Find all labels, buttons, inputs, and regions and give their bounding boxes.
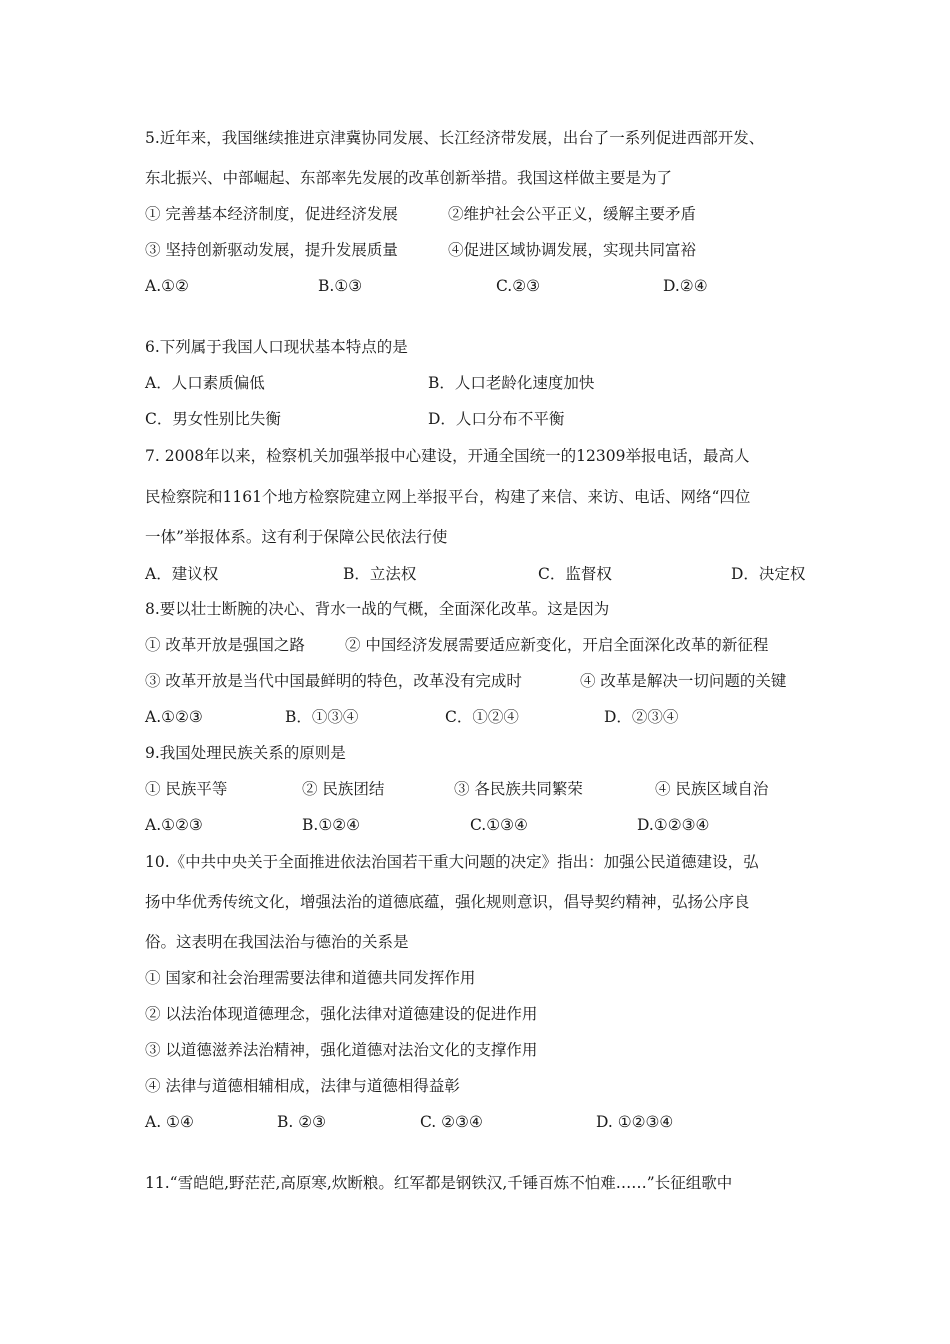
q7-stem-line-3: 一体”举报体系。这有利于保障公民依法行使: [145, 528, 448, 546]
q10-stem-line-1: 10.《中共中央关于全面推进依法治国若干重大问题的决定》指出：加强公民道德建设，弘: [145, 853, 759, 871]
q10-option-d: D. ①②③④: [596, 1113, 674, 1131]
q5-item-3: ③ 坚持创新驱动发展，提升发展质量: [145, 241, 398, 259]
q8-item-2: ② 中国经济发展需要适应新变化，开启全面深化改革的新征程: [345, 636, 769, 654]
q8-option-a: A.①②③: [145, 708, 203, 726]
q8-item-4: ④ 改革是解决一切问题的关键: [580, 672, 787, 690]
q7-option-a: A．建议权: [145, 565, 219, 583]
q8-item-3: ③ 改革开放是当代中国最鲜明的特色，改革没有完成时: [145, 672, 522, 690]
q10-stem-line-3: 俗。这表明在我国法治与德治的关系是: [145, 933, 409, 951]
q6-option-a: A．人口素质偏低: [145, 374, 265, 392]
q10-item-3: ③ 以道德滋养法治精神，强化道德对法治文化的支撑作用: [145, 1041, 538, 1059]
q5-option-b: B.①③: [318, 277, 363, 295]
q10-option-b: B. ②③: [277, 1113, 327, 1131]
q5-option-c: C.②③: [496, 277, 541, 295]
q10-option-c: C. ②③④: [420, 1113, 483, 1131]
q9-item-2: ② 民族团结: [302, 780, 385, 798]
q5-item-2: ②维护社会公平正义，缓解主要矛盾: [448, 205, 697, 223]
q10-stem-line-2: 扬中华优秀传统文化，增强法治的道德底蕴，强化规则意识，倡导契约精神，弘扬公序良: [145, 893, 750, 911]
q8-item-1: ① 改革开放是强国之路: [145, 636, 305, 654]
q7-stem-line-1: 7. 2008年以来，检察机关加强举报中心建设，开通全国统一的12309举报电话，最高人: [145, 447, 750, 465]
q10-item-2: ② 以法治体现道德理念，强化法律对道德建设的促进作用: [145, 1005, 538, 1023]
q5-option-a: A.①②: [145, 277, 189, 295]
q10-option-a: A. ①④: [145, 1113, 194, 1131]
q8-option-d: D．②③④: [604, 708, 679, 726]
q9-item-1: ① 民族平等: [145, 780, 228, 798]
q9-item-4: ④ 民族区域自治: [655, 780, 769, 798]
q8-option-c: C．①②④: [445, 708, 519, 726]
q9-option-a: A.①②③: [145, 816, 203, 834]
q8-option-b: B．①③④: [285, 708, 359, 726]
q9-option-c: C.①③④: [470, 816, 528, 834]
q6-option-b: B．人口老龄化速度加快: [428, 374, 595, 392]
q5-stem-line-2: 东北振兴、中部崛起、东部率先发展的改革创新举措。我国这样做主要是为了: [145, 169, 673, 187]
q9-item-3: ③ 各民族共同繁荣: [454, 780, 583, 798]
q7-option-c: C．监督权: [538, 565, 612, 583]
q10-item-4: ④ 法律与道德相辅相成，法律与道德相得益彰: [145, 1077, 460, 1095]
q5-stem-line-1: 5.近年来，我国继续推进京津冀协同发展、长江经济带发展，出台了一系列促进西部开发、: [145, 129, 765, 147]
q6-option-c: C．男女性别比失衡: [145, 410, 281, 428]
q7-stem-line-2: 民检察院和1161个地方检察院建立网上举报平台，构建了来信、来访、电话、网络“四位: [145, 488, 751, 506]
q9-option-d: D.①②③④: [637, 816, 710, 834]
q9-stem-line-1: 9.我国处理民族关系的原则是: [145, 744, 346, 762]
q8-stem-line-1: 8.要以壮士断腕的决心、背水一战的气概，全面深化改革。这是因为: [145, 600, 610, 618]
q7-option-b: B．立法权: [343, 565, 417, 583]
q5-item-1: ① 完善基本经济制度，促进经济发展: [145, 205, 398, 223]
q9-option-b: B.①②④: [302, 816, 361, 834]
q5-item-4: ④促进区域协调发展，实现共同富裕: [448, 241, 697, 259]
q7-option-d: D．决定权: [731, 565, 806, 583]
q6-stem-line-1: 6.下列属于我国人口现状基本特点的是: [145, 338, 408, 356]
q6-option-d: D．人口分布不平衡: [428, 410, 565, 428]
q11-stem-line-1: 11.“雪皑皑,野茫茫,高原寒,炊断粮。红军都是钢铁汉,千锤百炼不怕难……”长征组歌中: [145, 1174, 733, 1192]
q5-option-d: D.②④: [663, 277, 708, 295]
q10-item-1: ① 国家和社会治理需要法律和道德共同发挥作用: [145, 969, 476, 987]
